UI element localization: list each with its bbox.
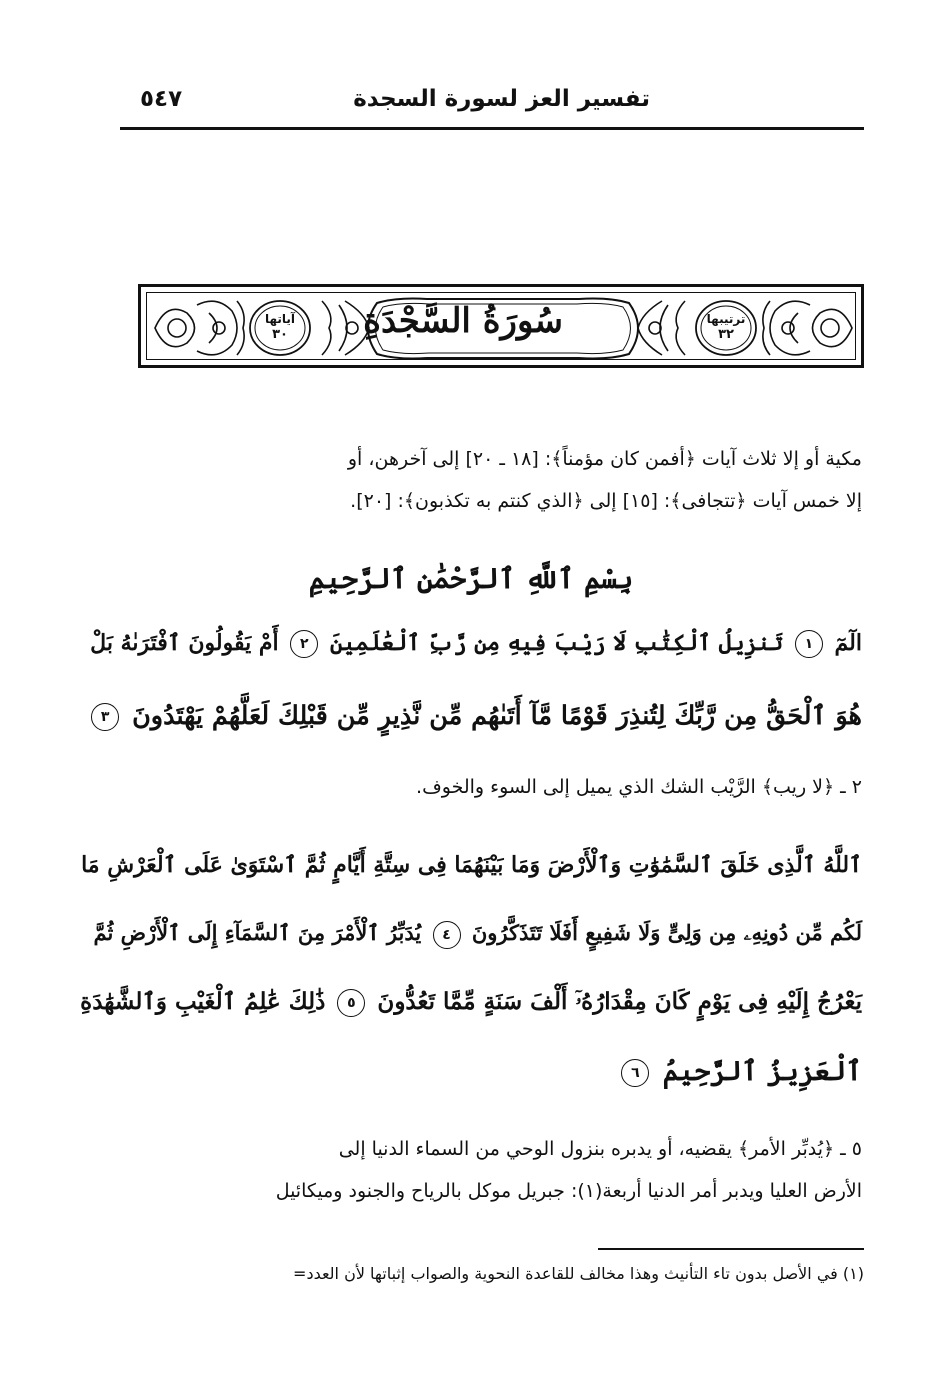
ayah-number-marker: ٦: [621, 1059, 649, 1087]
ayah-text: يَعْرُجُ إِلَيْهِ فِى يَوْمٍ كَانَ مِقْدَارُهُۥٓ أَلْفَ سَنَةٍ مِّمَّا تَعُدُّونَ: [377, 988, 862, 1015]
ayah-text: لَكُم مِّن دُونِهِۦ مِن وَلِىٍّ وَلَا شَفِيعٍ أَفَلَا تَتَذَكَّرُونَ: [471, 920, 862, 945]
quran-line: [93, 920, 862, 949]
footnote: (١) في الأصل بدون تاء التأنيث وهذا مخالف للقاعدة النحوية والصواب إثباتها لأن العدد=: [293, 1264, 864, 1283]
quran-line: [81, 852, 862, 878]
basmala: بِسْمِ ٱللَّهِ ٱلرَّحْمَٰنِ ٱلرَّحِيمِ: [308, 562, 634, 595]
surah-name: سُورَةُ السَّجْدَةِ: [363, 301, 563, 341]
footnote-separator: [598, 1248, 864, 1250]
surah-banner: [138, 284, 864, 368]
quran-line: [617, 1056, 862, 1087]
ayah-text: أَمْ يَقُولُونَ ٱفْتَرَىٰهُ بَلْ: [90, 630, 279, 656]
quran-line: [90, 630, 862, 658]
order-value: ٣٢: [718, 327, 734, 342]
ayah-number-marker: ٢: [290, 630, 318, 658]
order-medallion: [699, 305, 753, 353]
ayah-number-marker: ١: [795, 630, 823, 658]
ayah-text: ذَٰلِكَ عَٰلِمُ ٱلْغَيْبِ وَٱلشَّهَٰدَةِ: [80, 988, 326, 1015]
verses-value: ٣٠: [272, 327, 288, 342]
quran-line: [80, 988, 862, 1017]
intro-line-1: مكية أو إلا ثلاث آيات ﴿أفمن كان مؤمناً﴾: [١٨ ـ ٢٠] إلى آخرهن، أو: [347, 448, 862, 470]
commentary-note-2: ٢ ـ ﴿لا ريب﴾ الرَّيْب الشك الذي يميل إلى السوء والخوف.: [416, 776, 862, 798]
page-number: ٥٤٧: [140, 86, 183, 112]
ayah-text: الٓمٓ: [834, 630, 862, 656]
order-label: ترتيبها: [706, 312, 746, 326]
ayah-text: يُدَبِّرُ ٱلْأَمْرَ مِنَ ٱلسَّمَآءِ إِلَى ٱلْأَرْضِ ثُمَّ: [93, 920, 422, 945]
ayah-text: تَنزِيلُ ٱلْكِتَٰبِ لَا رَيْبَ فِيهِ مِن رَّبِّ ٱلْعَٰلَمِينَ: [329, 630, 784, 656]
quran-line: [87, 700, 862, 731]
header-rule: [120, 127, 864, 130]
ayah-number-marker: ٣: [91, 703, 119, 731]
verses-label: آياتها: [264, 312, 296, 326]
ayah-text: ٱلْعَزِيزُ ٱلرَّحِيمُ: [662, 1056, 862, 1087]
commentary-note-5-line-2: الأرض العليا ويدبر أمر الدنيا أربعة(١): جبريل موكل بالرياح والجنود وميكائيل: [275, 1180, 862, 1202]
ayah-number-marker: ٥: [337, 989, 365, 1017]
intro-line-2: إلا خمس آيات ﴿تتجافى﴾: [١٥] إلى ﴿الذي كنتم به تكذبون﴾: [٢٠].: [350, 490, 862, 512]
ayah-text: ٱللَّهُ ٱلَّذِى خَلَقَ ٱلسَّمَٰوَٰتِ وَٱلْأَرْضَ وَمَا بَيْنَهُمَا فِى سِتَّةِ أَيَّامٍ ثُمَّ ٱسْتَوَىٰ عَلَى ٱلْعَرْشِ مَا: [81, 852, 862, 878]
ayah-number-marker: ٤: [433, 921, 461, 949]
running-header-title: تفسير العز لسورة السجدة: [353, 86, 650, 112]
banner-inner-frame: [146, 292, 856, 360]
commentary-note-5-line-1: ٥ ـ ﴿يُدبِّر الأمر﴾ يقضيه، أو يدبره بنزول الوحي من السماء الدنيا إلى: [338, 1138, 862, 1160]
ayah-text: هُوَ ٱلْحَقُّ مِن رَّبِّكَ لِتُنذِرَ قَوْمًا مَّآ أَتَىٰهُم مِّن نَّذِيرٍ مِّن قَبْلِكَ لَعَلَّهُمْ يَهْتَدُونَ: [132, 701, 862, 731]
verses-medallion: [253, 305, 307, 353]
